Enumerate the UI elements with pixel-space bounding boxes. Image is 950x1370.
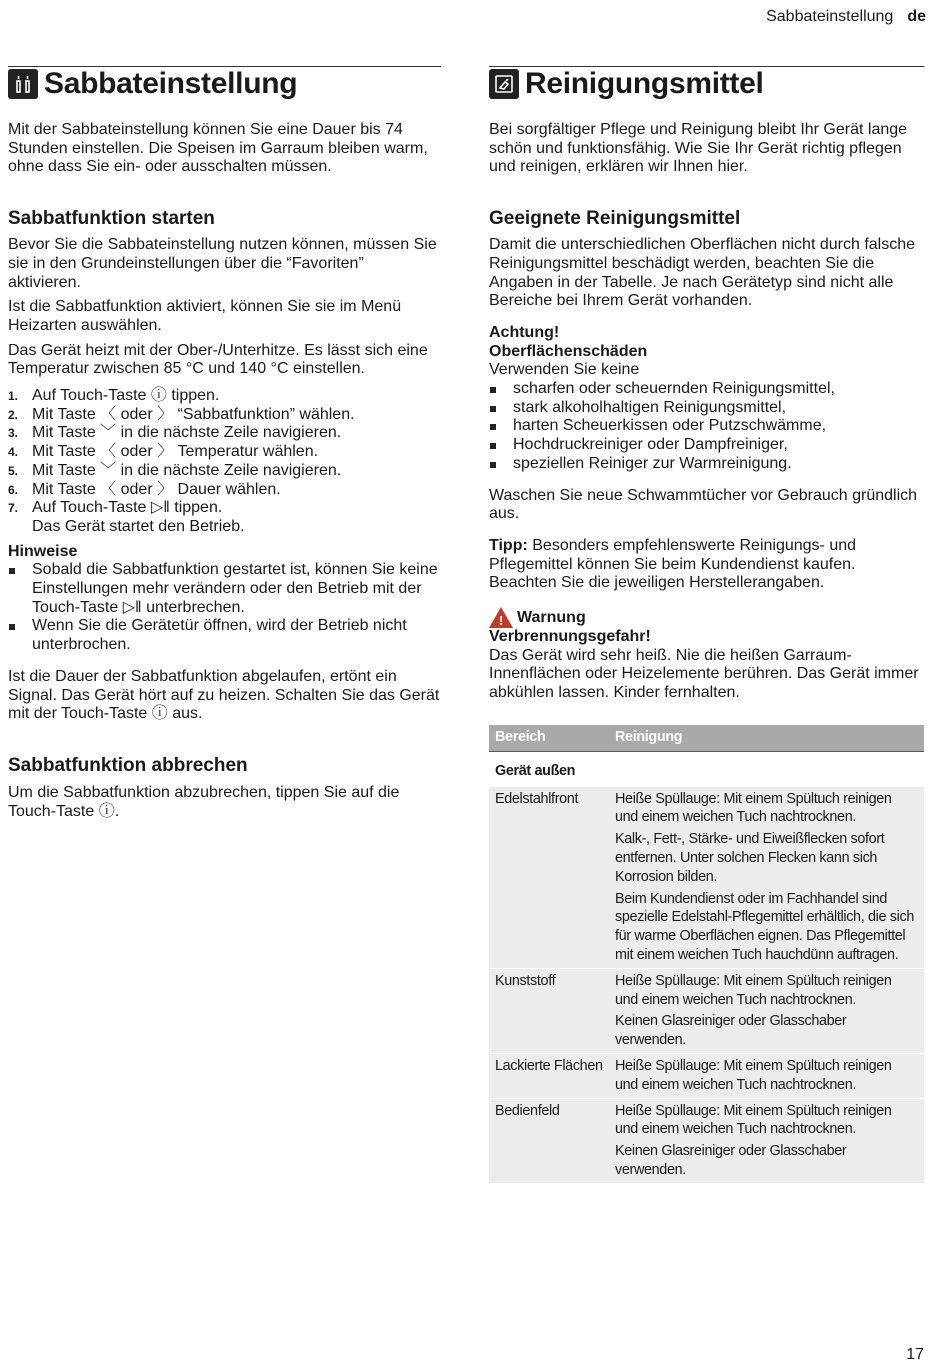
- step-number: 5.: [8, 463, 19, 478]
- list-item: Sobald die Sabbatfunktion gestartet ist, können Sie keine Einstellungen mehr verändern oder den Betrieb mit der Touch-Taste ▷‖ unterbrechen.: [8, 561, 441, 617]
- steps-list: [8, 387, 441, 537]
- table-row: [489, 1098, 924, 1183]
- notes-heading: Hinweise: [8, 542, 78, 560]
- table-group-row: [489, 751, 924, 786]
- cleaning-cell: [609, 786, 924, 968]
- table-header-row: [489, 725, 924, 752]
- step-item: [8, 481, 441, 500]
- cleaning-cell: [609, 1054, 924, 1099]
- intro-text: Bei sorgfältiger Pflege und Reinigung bleibt Ihr Gerät lange schön und funktionsfähig. Wie Sie Ihr Gerät richtig pflegen und reinigen, erklären wir Ihnen hier.: [489, 121, 908, 176]
- caution-list: [489, 380, 924, 474]
- step-number: 6.: [8, 482, 19, 497]
- step-number: 2.: [8, 407, 19, 422]
- step-item: [8, 443, 441, 462]
- intro-text: Mit der Sabbateinstellung können Sie eine Dauer bis 74 Stunden einstellen. Die Speisen im Garraum bleiben warm, ohne dass Sie ein- oder ausschalten müssen.: [8, 121, 428, 176]
- list-item: scharfen oder scheuernden Reinigungsmittel,: [489, 380, 924, 399]
- step-number: 4.: [8, 445, 19, 460]
- sabbath-heading: [8, 67, 441, 101]
- cleaning-instruction: Heiße Spüllauge: Mit einem Spültuch reinigen und einem weichen Tuch nachtrocknen.: [615, 1058, 892, 1093]
- cleaning-instruction: Beim Kundendienst oder im Fachhandel sind spezielle Edelstahl-Pflegemittel erhältlich, die sich für warme Oberflächen eignen. Das Pflegemittel mit einem weichen Tuch hauchdünn auftragen.: [615, 890, 915, 964]
- header-lang: de: [907, 8, 926, 25]
- step-text: Mit Taste 〈 oder 〉 Dauer wählen.: [32, 480, 281, 498]
- step-item: [8, 424, 441, 443]
- section-heading-suitable: Geeignete Reinigungsmittel: [489, 208, 741, 230]
- step-item: [8, 387, 441, 406]
- caution-title: Oberflächenschäden: [489, 342, 648, 360]
- left-column: [8, 66, 441, 821]
- candles-icon: [8, 69, 38, 99]
- area-cell: Lackierte Flächen: [489, 1054, 609, 1099]
- step-number: 7.: [8, 501, 19, 516]
- paragraph: Um die Sabbatfunktion abzubrechen, tippen Sie auf die Touch-Taste ⓘ.: [8, 783, 400, 820]
- section-heading-start: Sabbatfunktion starten: [8, 208, 215, 230]
- step-text: Mit Taste ﹀ in die nächste Zeile navigieren.: [32, 461, 342, 479]
- step-item: [8, 406, 441, 425]
- warning-heading: [489, 607, 924, 628]
- notes-list: [8, 561, 441, 655]
- paragraph: Damit die unterschiedlichen Oberflächen nicht durch falsche Reinigungsmittel beschädigt werden, beachten Sie die Angaben in der Tabelle. Je nach Gerätetyp sind nicht alle Bereiche bei Ihrem Gerät vorhanden.: [489, 236, 916, 310]
- group-label: Gerät außen: [489, 751, 924, 786]
- cleaning-table: [489, 725, 924, 1183]
- tip-paragraph: [489, 537, 924, 593]
- cleaning-hand-icon: [489, 69, 519, 99]
- column-header: Reinigung: [609, 725, 924, 752]
- warning-triangle-icon: !: [489, 607, 513, 628]
- cleaning-instruction: Kalk-, Fett-, Stärke- und Eiweißflecken sofort entfernen. Unter solchen Flecken kann sich Korrosion bilden.: [615, 831, 885, 885]
- paragraph: Ist die Sabbatfunktion aktiviert, können Sie sie im Menü Heizarten auswählen.: [8, 298, 402, 334]
- page-title: Sabbateinstellung: [44, 67, 298, 100]
- page-number: 17: [906, 1346, 924, 1363]
- paragraph: Das Gerät heizt mit der Ober-/Unterhitze. Es lässt sich eine Temperatur zwischen 85 °C und 140 °C einstellen.: [8, 341, 428, 378]
- area-cell: Kunststoff: [489, 968, 609, 1053]
- step-item: [8, 462, 441, 481]
- cleaning-instruction: Heiße Spüllauge: Mit einem Spültuch reinigen und einem weichen Tuch nachtrocknen.: [615, 790, 892, 826]
- step-result: Das Gerät startet den Betrieb.: [32, 517, 245, 535]
- running-header: [766, 8, 926, 26]
- right-column: [489, 66, 924, 1183]
- warning-label: Warnung: [517, 608, 586, 626]
- table-row: [489, 786, 924, 968]
- list-item: stark alkoholhaltigen Reinigungsmittel,: [489, 399, 924, 418]
- area-cell: Edelstahlfront: [489, 786, 609, 968]
- section-heading-abort: Sabbatfunktion abbrechen: [8, 754, 248, 776]
- step-number: 1.: [8, 389, 19, 404]
- tip-label: Tipp:: [489, 536, 528, 554]
- list-item: Wenn Sie die Gerätetür öffnen, wird der Betrieb nicht unterbrochen.: [8, 617, 441, 654]
- paragraph: Waschen Sie neue Schwammtücher vor Gebrauch gründlich aus.: [489, 486, 918, 523]
- cleaning-instruction: Keinen Glasreiniger oder Glasschaber verwenden.: [615, 1143, 847, 1179]
- step-text: Auf Touch-Taste ⓘ tippen.: [32, 387, 220, 405]
- step-text: Mit Taste 〈 oder 〉 “Sabbatfunktion” wählen.: [32, 405, 355, 423]
- list-item: harten Scheuerkissen oder Putzschwämme,: [489, 417, 924, 436]
- paragraph: Ist die Dauer der Sabbatfunktion abgelaufen, ertönt ein Signal. Das Gerät hört auf zu heizen. Schalten Sie das Gerät mit der Touch-Taste ⓘ aus.: [8, 667, 440, 723]
- cleaning-cell: [609, 1098, 924, 1183]
- cleaning-cell: [609, 968, 924, 1053]
- cleaning-heading: [489, 67, 924, 101]
- step-text: Mit Taste ﹀ in die nächste Zeile navigieren.: [32, 424, 342, 442]
- table-row: [489, 1054, 924, 1099]
- tip-text: Besonders empfehlenswerte Reinigungs- und Pflegemittel können Sie beim Kundendienst kaufen. Beachten Sie die jeweiligen Herstellerangaben.: [489, 536, 857, 592]
- step-number: 3.: [8, 426, 19, 441]
- cleaning-instruction: Heiße Spüllauge: Mit einem Spültuch reinigen und einem weichen Tuch nachtrocknen.: [615, 972, 892, 1008]
- step-text: Auf Touch-Taste ▷‖ tippen.: [32, 499, 223, 517]
- header-section: Sabbateinstellung: [766, 8, 894, 25]
- caution-label: Achtung!: [489, 323, 560, 341]
- step-text: Mit Taste 〈 oder 〉 Temperatur wählen.: [32, 443, 319, 461]
- list-item: speziellen Reiniger zur Warmreinigung.: [489, 455, 924, 474]
- warning-title: Verbrennungsgefahr!: [489, 628, 651, 646]
- list-item: Hochdruckreiniger oder Dampfreiniger,: [489, 436, 924, 455]
- cleaning-instruction: Heiße Spüllauge: Mit einem Spültuch reinigen und einem weichen Tuch nachtrocknen.: [615, 1102, 892, 1138]
- caution-lead: Verwenden Sie keine: [489, 361, 640, 379]
- page-title: Reinigungsmittel: [525, 67, 764, 100]
- paragraph: Bevor Sie die Sabbateinstellung nutzen können, müssen Sie sie in den Grundeinstellungen über die “Favoriten” aktivieren.: [8, 236, 437, 291]
- column-header: Bereich: [489, 725, 609, 752]
- cleaning-instruction: Keinen Glasreiniger oder Glasschaber verwenden.: [615, 1013, 847, 1049]
- warning-text: Das Gerät wird sehr heiß. Nie die heißen Garraum-Innenflächen oder Heizelemente berühren. Das Gerät immer abkühlen lassen. Kinder fernhalten.: [489, 646, 919, 702]
- step-item: [8, 499, 441, 536]
- table-row: [489, 968, 924, 1053]
- area-cell: Bedienfeld: [489, 1098, 609, 1183]
